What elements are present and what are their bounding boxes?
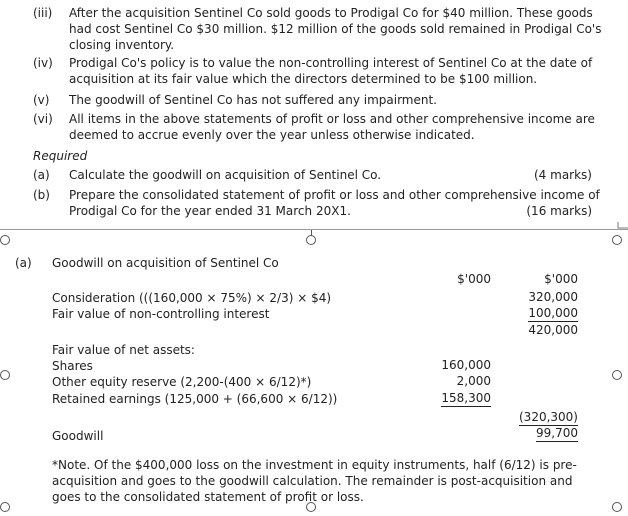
note-line: deemed to accrue evenly over the year unless otherwise indicated.: [69, 128, 475, 142]
note-line: All items in the above statements of profit or loss and other comprehensive income are: [69, 112, 595, 126]
resize-handle-right[interactable]: [612, 370, 622, 380]
column-header: $'000: [544, 272, 578, 286]
subtotal-value: 420,000: [528, 323, 578, 337]
column-header: $'000: [457, 272, 491, 286]
requirement-number: (b): [33, 188, 50, 202]
line-label: Consideration (((160,000 × 75%) × 2/3) × $4): [52, 291, 332, 305]
line-label: Retained earnings (125,000 + (66,600 × 6/12)): [52, 392, 338, 406]
line-label: Shares: [52, 359, 93, 373]
note-line: acquisition at its fair value which the directors determined to be $100 million.: [69, 72, 538, 86]
line-value: 320,000: [528, 290, 578, 304]
note-number: (iii): [33, 6, 53, 20]
note-text: acquisition and goes to the goodwill calculation. The remainder is post-acquisition and: [52, 474, 573, 488]
note-number: (iv): [33, 56, 53, 70]
line-value: 158,300: [441, 391, 491, 405]
requirement-marks: (16 marks): [526, 204, 592, 218]
line-label: Fair value of non-controlling interest: [52, 307, 270, 321]
note-number: (vi): [33, 112, 53, 126]
requirement-text: Prepare the consolidated statement of profit or loss and other comprehensive income of: [69, 188, 600, 202]
note-line: had cost Sentinel Co $30 million. $12 million of the goods sold remained in Prodigal Co's: [69, 22, 602, 36]
note-line: The goodwill of Sentinel Co has not suffered any impairment.: [69, 93, 437, 107]
answer-label: (a): [15, 256, 32, 270]
section-heading: Fair value of net assets:: [52, 343, 195, 357]
required-heading: Required: [33, 149, 88, 163]
requirement-text: Prodigal Co for the year ended 31 March 20X1.: [69, 204, 351, 218]
goodwill-value: 99,700: [536, 426, 578, 440]
resize-handle-left[interactable]: [0, 370, 10, 380]
note-line: Prodigal Co's policy is to value the non-controlling interest of Sentinel Co at the date of: [69, 56, 593, 70]
note-text: goes to the consolidated statement of profit or loss.: [52, 490, 364, 504]
resize-handle-top-left[interactable]: [0, 235, 10, 245]
note-number: (v): [33, 93, 50, 107]
requirement-marks: (4 marks): [534, 168, 592, 182]
line-label: Other equity reserve (2,200-(400 × 6/12)*): [52, 375, 312, 389]
note-line: closing inventory.: [69, 38, 175, 52]
resize-handle-bottom-right[interactable]: [612, 502, 622, 512]
note-line: After the acquisition Sentinel Co sold goods to Prodigal Co for $40 million. These goods: [69, 6, 593, 20]
requirement-text: Calculate the goodwill on acquisition of Sentinel Co.: [69, 168, 382, 182]
line-value: 160,000: [441, 358, 491, 372]
resize-handle-bottom-left[interactable]: [0, 502, 10, 512]
line-value: 2,000: [456, 374, 491, 388]
note-text: *Note. Of the $400,000 loss on the investment in equity instruments, half (6/12) is pre-: [52, 458, 577, 472]
answer-title: Goodwill on acquisition of Sentinel Co: [52, 256, 279, 270]
resize-handle-top[interactable]: [306, 235, 316, 245]
selection-border-top: [0, 229, 628, 230]
line-value: 100,000: [528, 306, 578, 320]
net-assets-total: (320,300): [519, 410, 578, 424]
goodwill-label: Goodwill: [52, 429, 104, 443]
selection-corner-bracket: [614, 222, 628, 238]
requirement-number: (a): [33, 168, 50, 182]
